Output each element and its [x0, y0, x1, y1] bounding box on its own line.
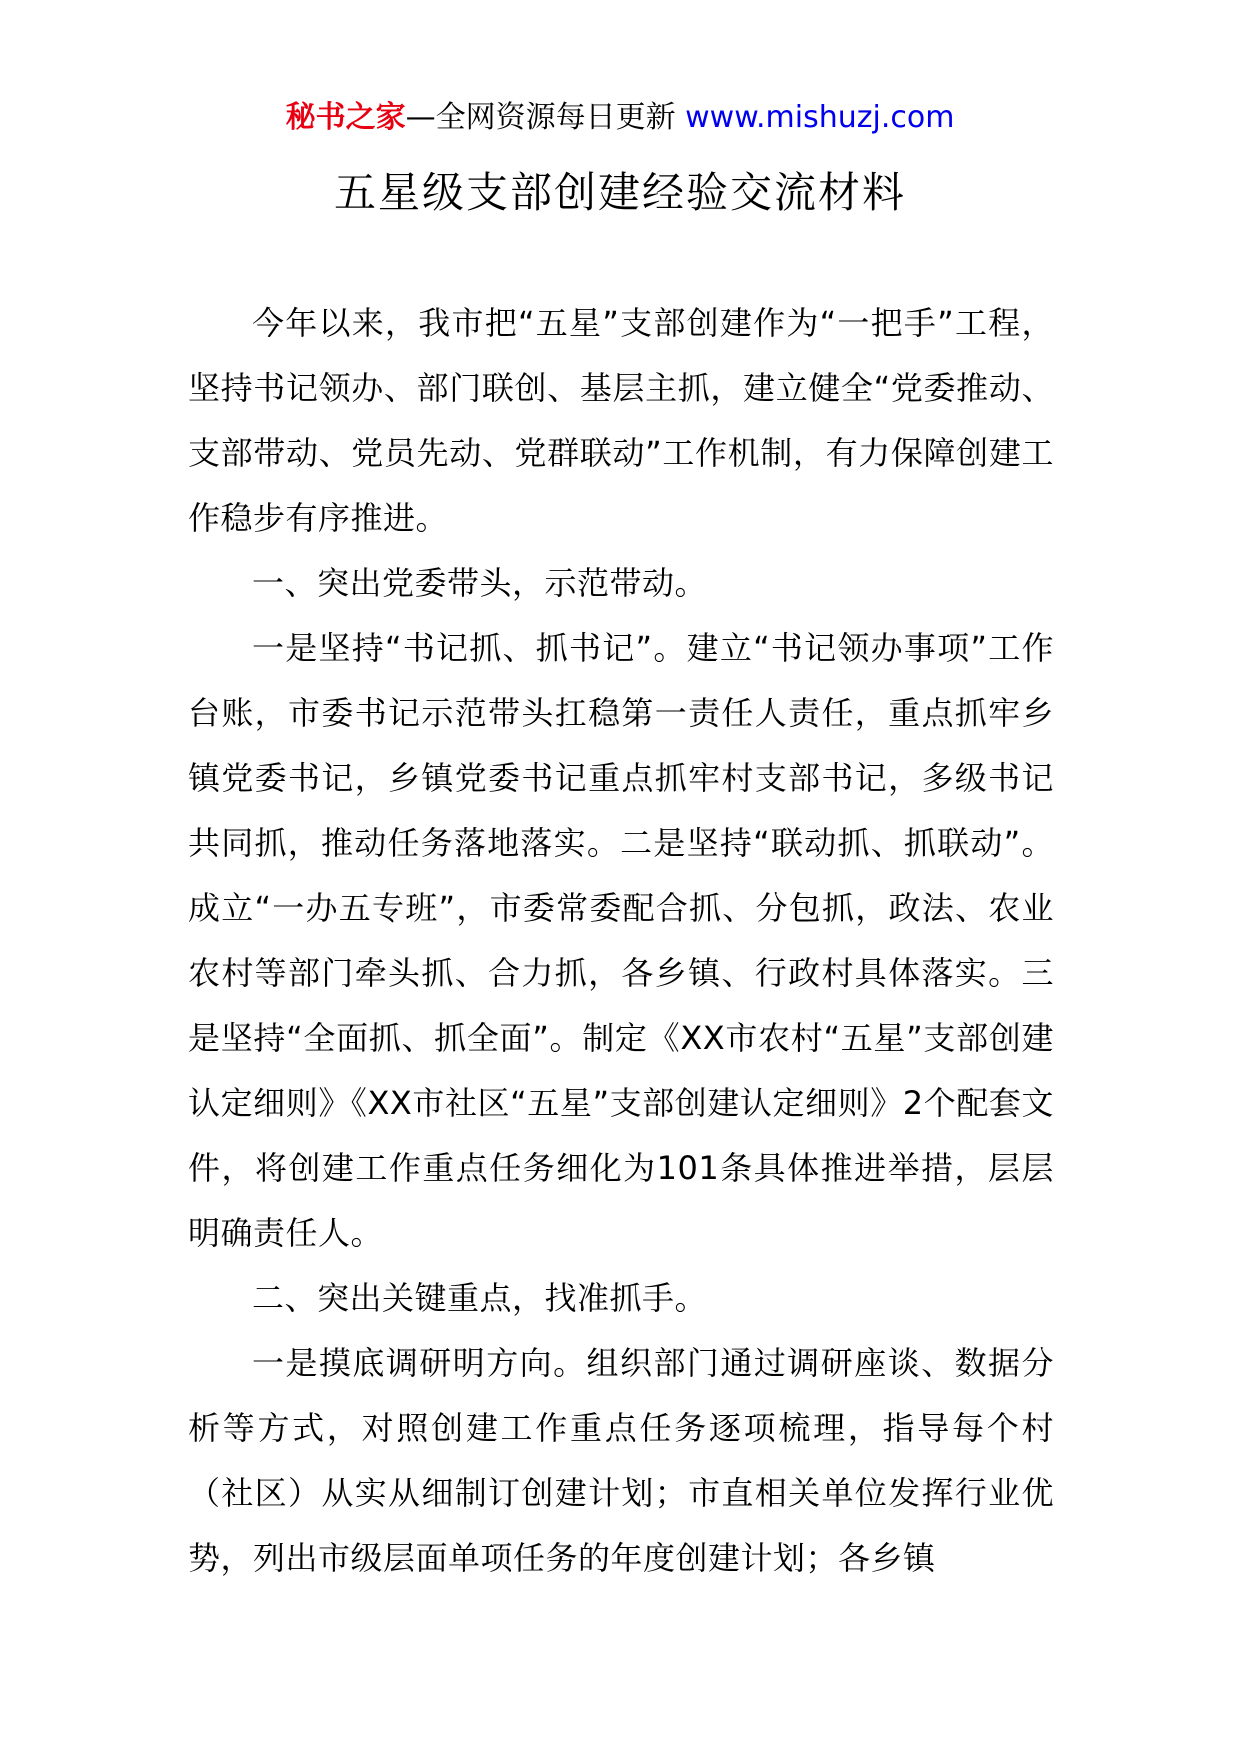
- section-heading-2: 二、突出关键重点，找准抓手。: [252, 1279, 708, 1317]
- paragraph-intro: 今年以来，我市把“五星”支部创建作为“一把手”工程，坚持书记领办、部门联创、基层主抓，建立健全“党委推动、支部带动、党员先动、党群联动”工作机制，有力保障创建工作稳步有序推进。: [188, 304, 1054, 537]
- paragraph-section-2: 一是摸底调研明方向。组织部门通过调研座谈、数据分析等方式，对照创建工作重点任务逐项梳理，指导每个村（社区）从实从细制订创建计划；市直相关单位发挥行业优势，列出市级层面单项任务的年度创建计划；各乡镇: [188, 1344, 1054, 1577]
- paragraph-section-1: 一是坚持“书记抓、抓书记”。建立“书记领办事项”工作台账，市委书记示范带头扛稳第一责任人责任，重点抓牢乡镇党委书记，乡镇党委书记重点抓牢村支部书记，多级书记共同抓，推动任务落地落实。二是坚持“联动抓、抓联动”。成立“一办五专班”，市委常委配合抓、分包抓，政法、农业农村等部门牵头抓、合力抓，各乡镇、行政村具体落实。三是坚持“全面抓、抓全面”。制定《XX市农村“五星”支部创建认定细则》《XX市社区“五星”支部创建认定细则》2个配套文件，将创建工作重点任务细化为101条具体推进举措，层层明确责任人。: [188, 629, 1054, 1252]
- site-brand: 秘书之家: [285, 100, 406, 135]
- site-url-link[interactable]: www.mishuzj.com: [685, 100, 955, 135]
- site-tagline: —全网资源每日更新: [405, 100, 686, 135]
- document-title: 五星级支部创建经验交流材料: [333, 168, 906, 217]
- document-body: [188, 291, 1054, 1591]
- section-heading-1: 一、突出党委带头，示范带动。: [252, 564, 708, 602]
- site-header: [0, 98, 1240, 138]
